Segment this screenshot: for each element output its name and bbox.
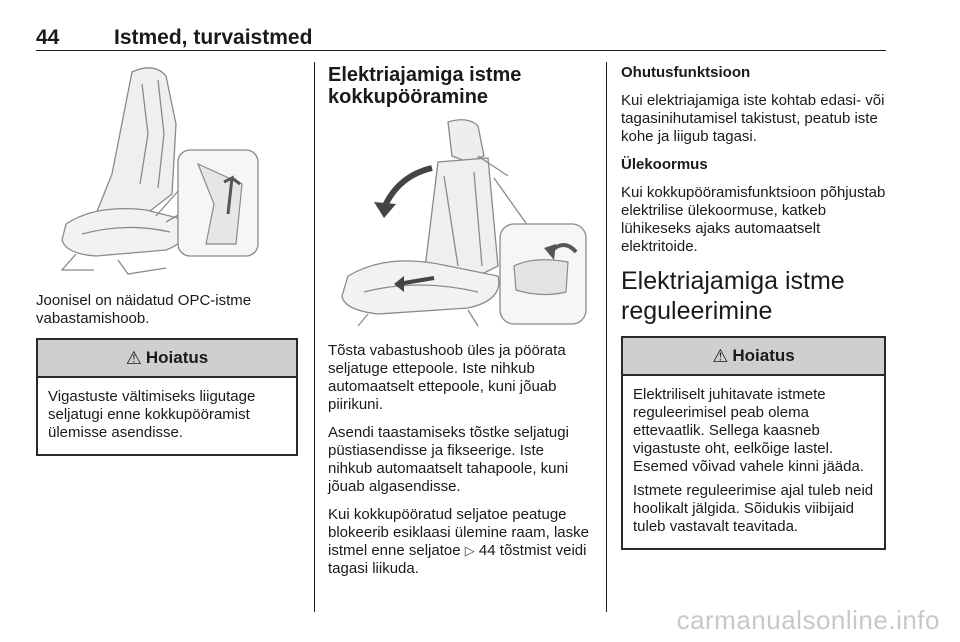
warning-header bbox=[623, 338, 884, 376]
header-rule bbox=[36, 50, 886, 51]
warning-triangle-icon: ⚠ bbox=[712, 345, 729, 366]
warning-title: Hoiatus bbox=[732, 346, 795, 365]
column-3 bbox=[621, 64, 886, 550]
column-divider bbox=[606, 62, 607, 612]
column-1 bbox=[36, 64, 298, 456]
paragraph bbox=[328, 506, 590, 578]
page-header bbox=[36, 26, 886, 52]
opc-seat-illustration bbox=[36, 64, 298, 278]
paragraph: Kui elektriajamiga iste kohtab edasi- või tagasinihutamisel takistust, peatub iste kohe ja liigub tagasi. bbox=[621, 92, 885, 145]
warning-text: Elektriliselt juhitavate istmete reguleerimisel peab olema ettevaatlik. Sellega kaasneb vigastuste oht, eelkõige lastel. Esemed võivad vahele kinni jääda. bbox=[633, 386, 864, 475]
column-2 bbox=[328, 64, 590, 588]
paragraph: Kui kokkupööramisfunktsioon põhjustab elektrilise ülekoormuse, katkeb lühikeseks ajaks automaatselt elektritoide. bbox=[621, 184, 886, 255]
paragraph: Asendi taastamiseks tõstke seljatugi püstiasendisse ja fikseerige. Iste nihkub automaatselt tahapoole, kuni jõuab algasendisse. bbox=[328, 424, 569, 495]
column-divider bbox=[314, 62, 315, 612]
figure-caption: Joonisel on näidatud OPC-istme vabastamishoob. bbox=[36, 292, 252, 327]
warning-box bbox=[621, 336, 886, 550]
warning-body bbox=[38, 378, 296, 454]
warning-box bbox=[36, 338, 298, 456]
warning-title: Hoiatus bbox=[145, 348, 209, 367]
page-reference: 44 bbox=[478, 542, 496, 559]
warning-body bbox=[623, 376, 884, 548]
page-number: 44 bbox=[36, 26, 60, 49]
paragraph: Tõsta vabastushoob üles ja pöörata seljatuge ettepoole. Iste nihkub automaatselt ettepoole, kuni jõuab piirikuni. bbox=[328, 342, 566, 413]
paragraph-text: Kui kokkupööratud seljatoe peatuge blokeerib esiklaasi ülemine raam, laske istmel enne seljatoe bbox=[328, 506, 589, 559]
electric-seat-fold-illustration bbox=[328, 116, 590, 328]
subheading: Ohutusfunktsioon bbox=[621, 64, 751, 81]
reference-arrow-icon: ▷ bbox=[464, 543, 475, 558]
paragraph-text: tõstmist veidi tagasi liikuda. bbox=[328, 542, 587, 577]
warning-text: Istmete reguleerimise ajal tuleb neid hoolikalt jälgida. Sõidukis viibijaid tuleb vastavalt teavitada. bbox=[633, 482, 874, 535]
subheading: Ülekoormus bbox=[621, 156, 708, 173]
section-heading: Elektriajamiga istme kokkupööramine bbox=[328, 64, 522, 108]
watermark: carmanualsonline.info bbox=[676, 605, 940, 635]
section-heading: Elektriajamiga istme reguleerimine bbox=[621, 267, 845, 325]
warning-header bbox=[38, 340, 296, 378]
warning-text: Vigastuste vältimiseks liigutage seljatugi enne kokkupööramist ülemisse asendisse. bbox=[48, 388, 256, 441]
warning-triangle-icon: ⚠ bbox=[125, 347, 142, 368]
chapter-title: Istmed, turvaistmed bbox=[114, 26, 313, 49]
